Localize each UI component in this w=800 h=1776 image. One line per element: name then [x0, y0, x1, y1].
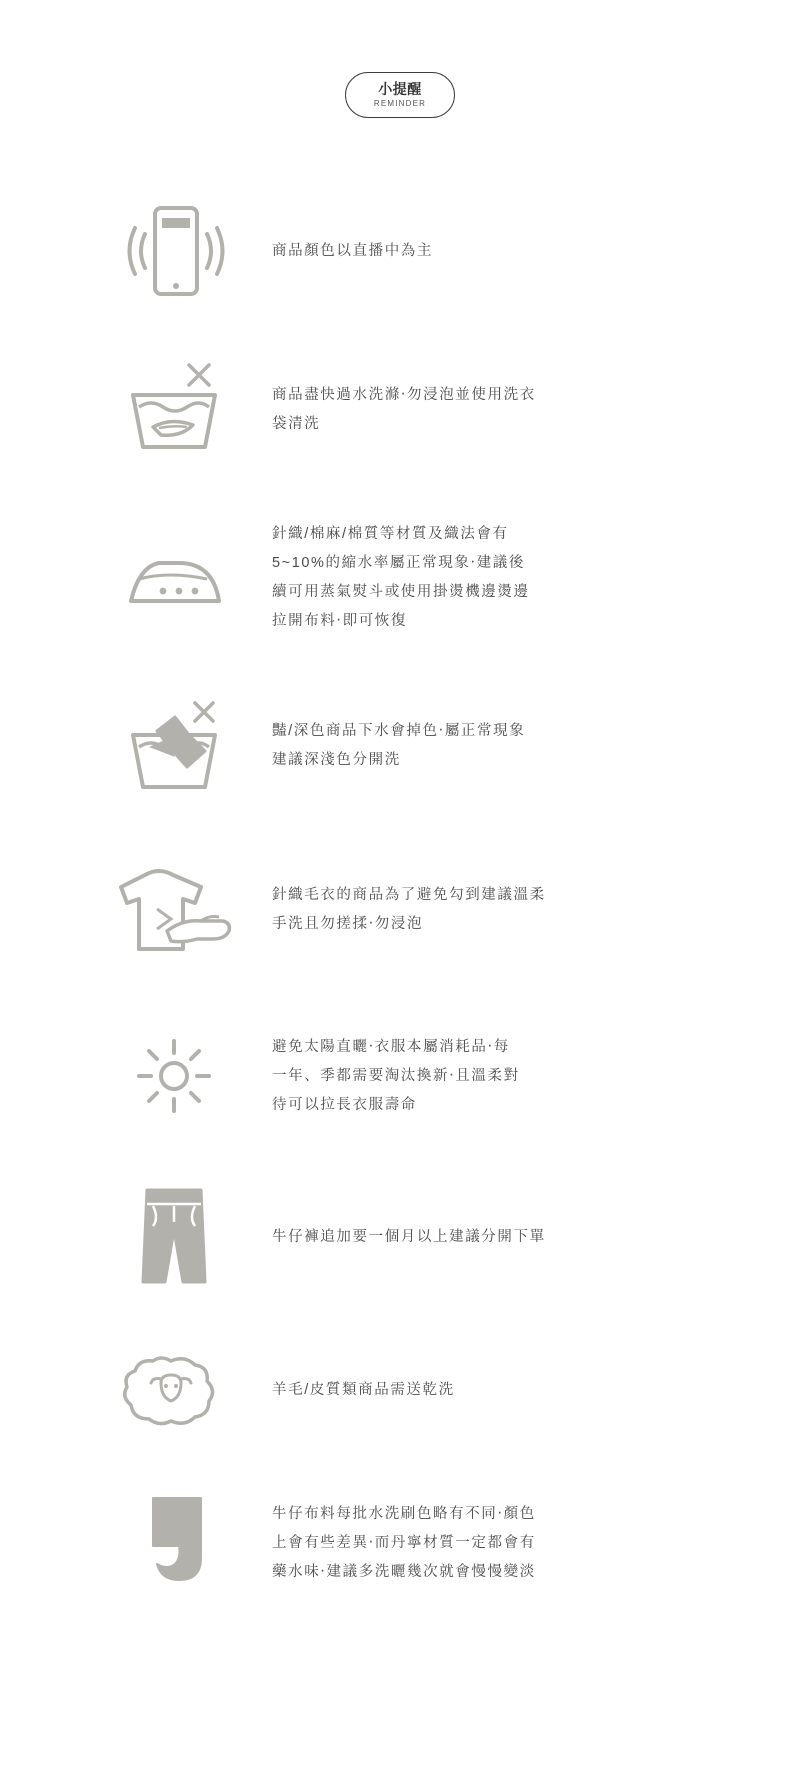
list-item-text: [240, 881, 600, 939]
reminder-badge: [345, 72, 455, 118]
text-line: 避免太陽直曬‧衣服本屬消耗品‧每: [272, 1038, 510, 1055]
text-line: 針織/棉麻/棉質等材質及織法會有: [272, 526, 509, 542]
list-item-text: [240, 520, 600, 636]
text-line: 待可以拉長衣服壽命: [272, 1096, 417, 1113]
text-line: 一年、季都需要淘汰換新‧且溫柔對: [272, 1067, 520, 1084]
list-item: [0, 998, 800, 1154]
list-item-text: [240, 1376, 600, 1405]
text-line: 針織毛衣的商品為了避免勾到建議溫柔: [272, 887, 546, 903]
jeans-icon: [108, 1181, 240, 1293]
list-item: [0, 830, 800, 990]
fabric-swatch-icon: [108, 1487, 240, 1599]
vibrating-phone-icon: [108, 195, 240, 307]
text-line: 牛仔褲追加要一個月以上建議分開下單: [272, 1228, 546, 1245]
sun-icon: [108, 1020, 240, 1132]
text-line: 上會有些差異‧而丹寧材質一定都會有: [272, 1534, 536, 1551]
badge-title: 小提醒: [378, 80, 422, 97]
text-line: 袋清洗: [272, 416, 321, 432]
list-item: [0, 1162, 800, 1312]
text-line: 豔/深色商品下水會掉色‧屬正常現象: [272, 723, 526, 739]
text-line: 續可用蒸氣熨斗或使用掛燙機邊燙邊: [272, 584, 530, 600]
text-line: 牛仔布料每批水洗刷色略有不同‧顏色: [272, 1505, 536, 1522]
no-soak-wash-basin-icon: [108, 354, 240, 466]
list-item: [0, 334, 800, 486]
badge-subtitle: REMINDER: [373, 98, 427, 108]
text-line: 藥水味‧建議多洗曬幾次就會慢慢變淡: [272, 1563, 536, 1580]
hand-wash-sweater-icon: [108, 854, 240, 966]
list-item: [0, 1468, 800, 1618]
text-line: 手洗且勿搓揉‧勿浸泡: [272, 916, 424, 932]
page-header: [0, 0, 800, 118]
steam-iron-icon: [108, 522, 240, 634]
list-item: [0, 494, 800, 662]
list-item-text: [240, 1500, 600, 1587]
list-item-text: [240, 381, 600, 439]
text-line: 商品顏色以直播中為主: [272, 242, 433, 259]
list-item: [0, 176, 800, 326]
text-line: 商品盡快過水洗滌‧勿浸泡並使用洗衣: [272, 387, 536, 403]
list-item-text: [240, 717, 600, 775]
text-line: 羊毛/皮質類商品需送乾洗: [272, 1381, 455, 1398]
list-item-text: [240, 1223, 600, 1252]
text-line: 建議深淺色分開洗: [272, 752, 401, 768]
text-line: 拉開布料‧即可恢復: [272, 613, 408, 629]
list-item: [0, 1320, 800, 1460]
text-line: 5~10%的縮水率屬正常現象‧建議後: [272, 555, 525, 571]
sheep-icon: [108, 1334, 240, 1446]
no-color-bleed-basin-icon: [108, 690, 240, 802]
list-item-text: [240, 237, 600, 266]
reminder-list: [0, 176, 800, 1618]
list-item: [0, 670, 800, 822]
list-item-text: [240, 1033, 600, 1120]
